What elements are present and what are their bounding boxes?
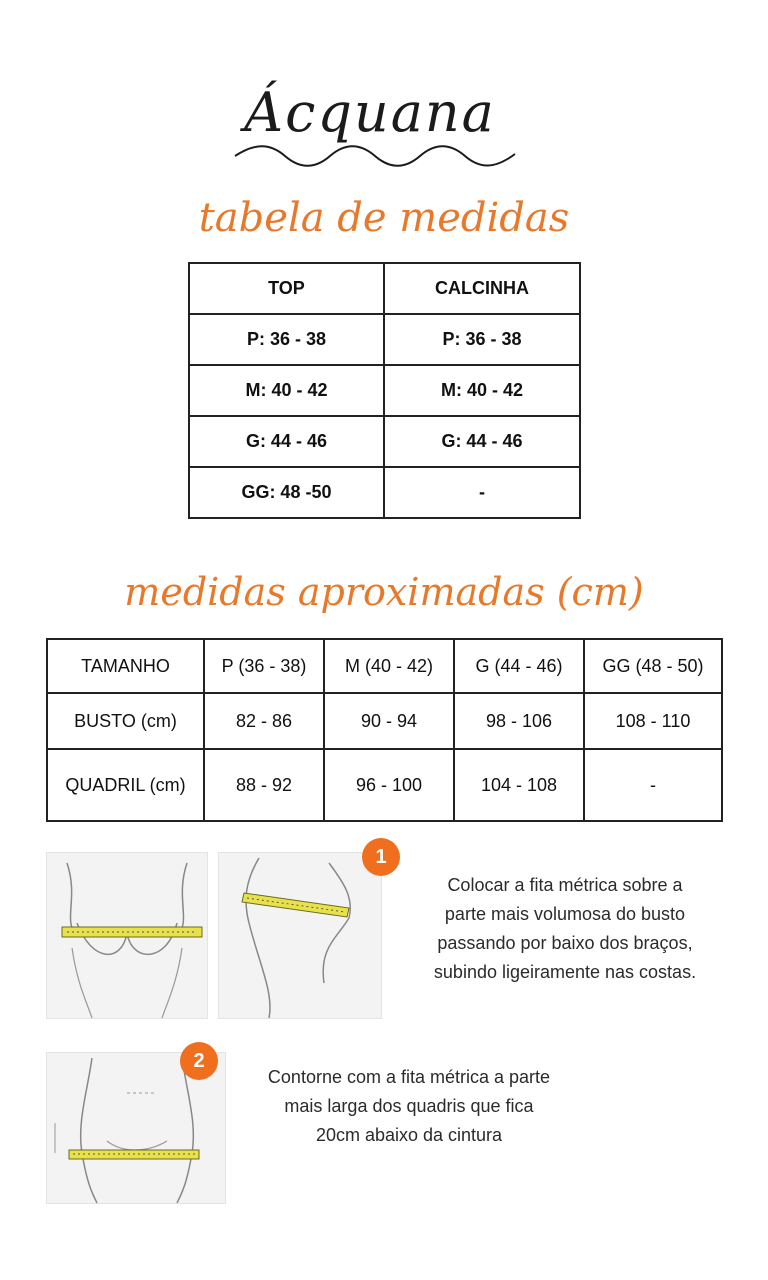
table-row: [189, 416, 580, 467]
header-tamanho: TAMANHO: [47, 639, 204, 693]
instruction-line: mais larga dos quadris que fica: [284, 1096, 534, 1116]
table-cell: M: 40 - 42: [384, 365, 580, 416]
bust-front-illustration: [46, 852, 208, 1019]
table-cell: 82 - 86: [204, 693, 324, 749]
table-cell: 90 - 94: [324, 693, 454, 749]
table-cell: -: [584, 749, 722, 821]
header-size-m: M (40 - 42): [324, 639, 454, 693]
instruction-line: passando por baixo dos braços,: [437, 933, 693, 953]
size-table-title: tabela de medidas: [198, 195, 570, 241]
table-cell: 88 - 92: [204, 749, 324, 821]
wave-icon: [230, 138, 520, 168]
table-cell: -: [384, 467, 580, 518]
row-label-busto: BUSTO (cm): [47, 693, 204, 749]
instruction-1-text: [408, 871, 722, 987]
bust-side-illustration: [218, 852, 382, 1019]
table-cell: GG: 48 -50: [189, 467, 384, 518]
table-row: [189, 314, 580, 365]
bust-measurement-icon: [47, 853, 207, 1018]
row-label-quadril: QUADRIL (cm): [47, 749, 204, 821]
measure-table-title: medidas aproximadas (cm): [124, 570, 644, 614]
table-cell: 96 - 100: [324, 749, 454, 821]
table-cell: P: 36 - 38: [189, 314, 384, 365]
table-row: [47, 749, 722, 821]
step-badge-2: 2: [180, 1042, 218, 1080]
instruction-line: 20cm abaixo da cintura: [315, 1125, 503, 1145]
step-badge-1: 1: [362, 838, 400, 876]
instruction-line: Colocar a fita métrica sobre a: [447, 875, 683, 895]
table-cell: G: 44 - 46: [384, 416, 580, 467]
table-row: [189, 365, 580, 416]
table-cell: 108 - 110: [584, 693, 722, 749]
header-calcinha: CALCINHA: [384, 263, 580, 314]
instruction-2-text: [236, 1063, 582, 1150]
header-top: TOP: [189, 263, 384, 314]
header-size-p: P (36 - 38): [204, 639, 324, 693]
instruction-line: Contorne com a fita métrica a parte: [267, 1067, 551, 1087]
table-cell: M: 40 - 42: [189, 365, 384, 416]
table-header-row: [189, 263, 580, 314]
table-cell: G: 44 - 46: [189, 416, 384, 467]
brand-logo-text: Ácquana: [244, 81, 496, 144]
table-cell: P: 36 - 38: [384, 314, 580, 365]
table-cell: 104 - 108: [454, 749, 584, 821]
size-table: [188, 262, 581, 519]
instruction-line: parte mais volumosa do busto: [444, 904, 686, 924]
measure-table: [46, 638, 723, 822]
bust-side-icon: [219, 853, 381, 1018]
table-cell: 98 - 106: [454, 693, 584, 749]
instruction-line: subindo ligeiramente nas costas.: [433, 962, 697, 982]
header-size-gg: GG (48 - 50): [584, 639, 722, 693]
table-row: [47, 693, 722, 749]
table-header-row: [47, 639, 722, 693]
header-size-g: G (44 - 46): [454, 639, 584, 693]
brand-logo: [220, 78, 520, 178]
table-row: [189, 467, 580, 518]
